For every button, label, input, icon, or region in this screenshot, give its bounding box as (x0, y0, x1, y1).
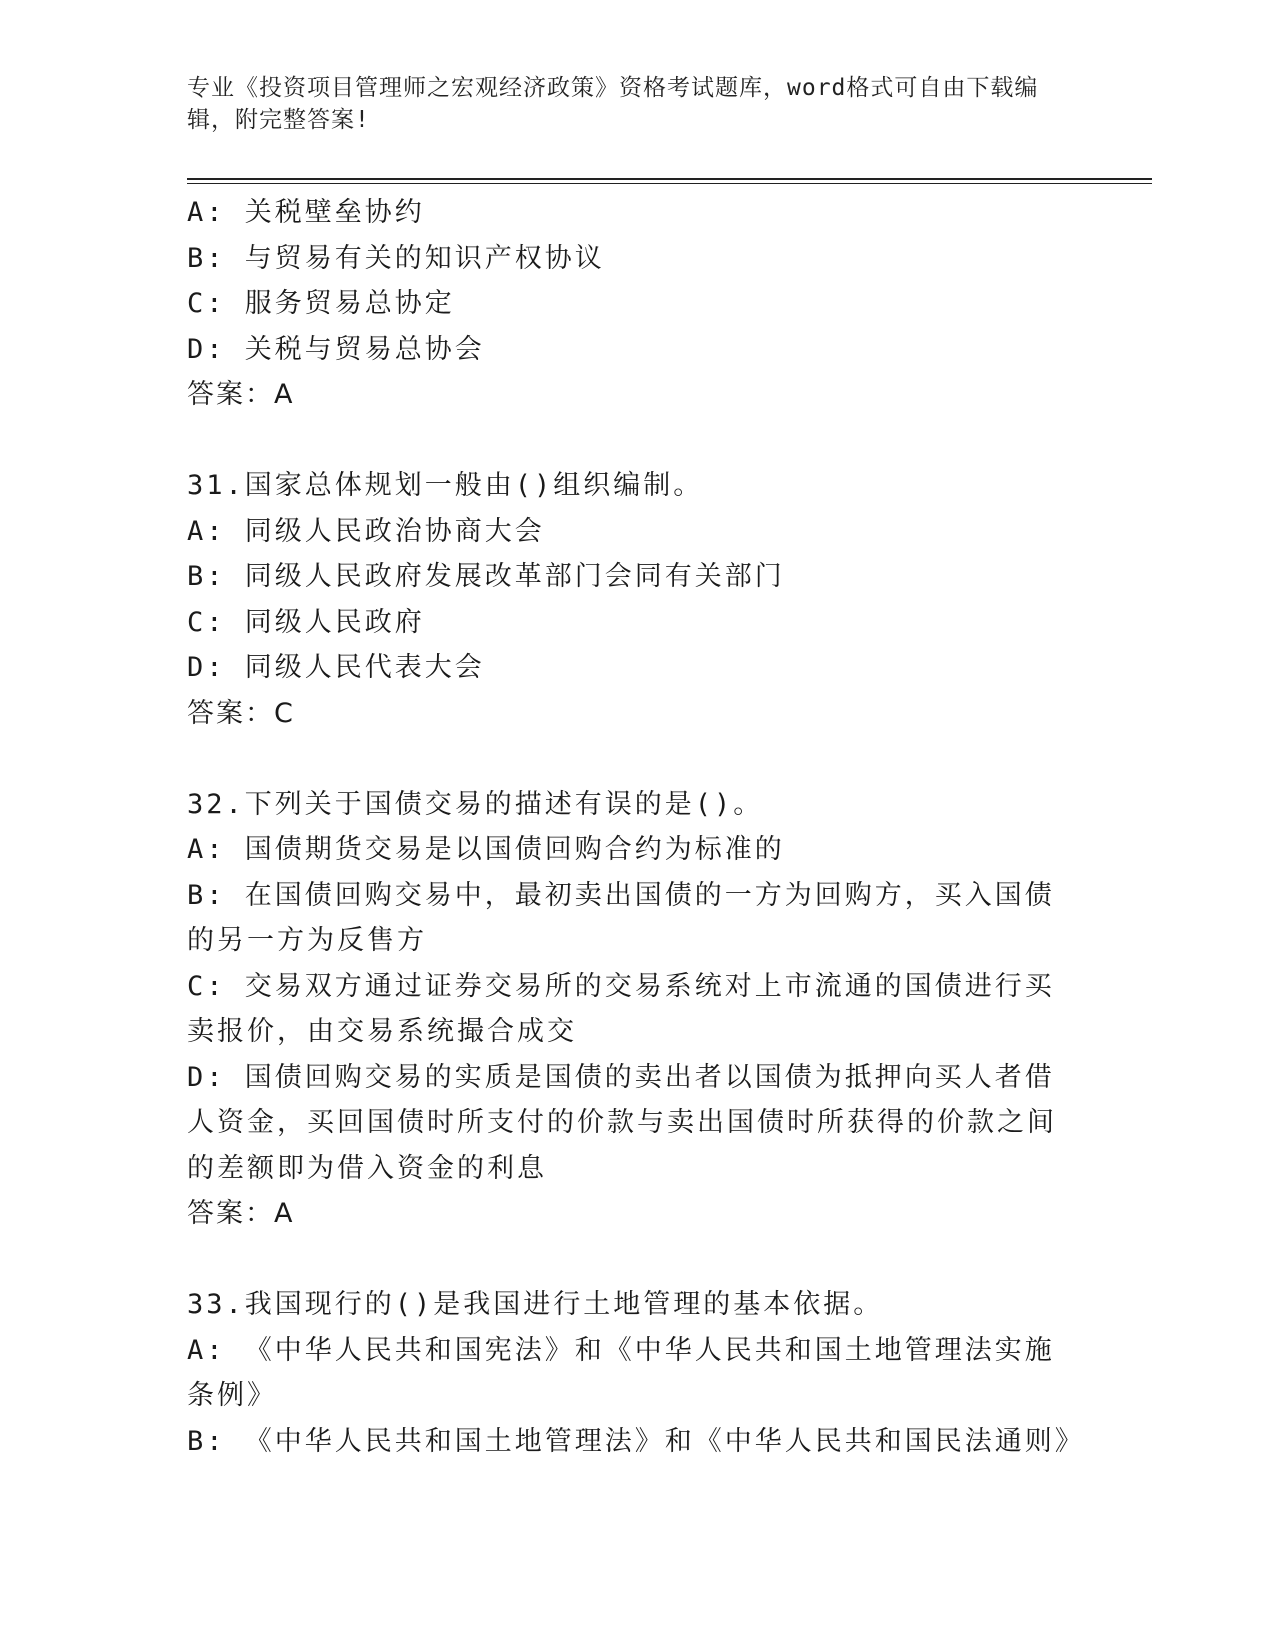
question-33 (187, 1282, 1085, 1464)
option-d: D: 国债回购交易的实质是国债的卖出者以国债为抵押向买人者借人资金，买回国债时所支付的价款与卖出国债时所获得的价款之间的差额即为借入资金的利息 (187, 1061, 1057, 1184)
option-b: B: 《中华人民共和国土地管理法》和《中华人民共和国民法通则》 (187, 1425, 1085, 1457)
option-c: C: 同级人民政府 (187, 606, 425, 638)
option-a: A: 《中华人民共和国宪法》和《中华人民共和国土地管理法实施条例》 (187, 1334, 1055, 1411)
document-header: 专业《投资项目管理师之宏观经济政策》资格考试题库，word格式可自由下载编辑，附完整答案! (187, 75, 1039, 133)
option-b: B: 同级人民政府发展改革部门会同有关部门 (187, 561, 785, 592)
answer-line: 答案：C (187, 697, 295, 729)
answer-line: 答案：A (187, 379, 295, 410)
question-30-tail (187, 190, 1077, 418)
header-rule-thick (187, 178, 1152, 180)
option-b: B: 在国债回购交易中，最初卖出国债的一方为回购方，买入国债的另一方为反售方 (187, 879, 1055, 956)
spacer (187, 1237, 1077, 1283)
question-31 (187, 463, 1077, 736)
header-rule-thin (187, 183, 1152, 184)
question-list (187, 190, 1085, 1464)
question-32 (187, 782, 1077, 1237)
question-stem: 33.我国现行的()是我国进行土地管理的基本依据。 (187, 1289, 884, 1320)
option-b: B: 与贸易有关的知识产权协议 (187, 242, 605, 274)
option-a: A: 同级人民政治协商大会 (187, 515, 545, 547)
option-c: C: 服务贸易总协定 (187, 288, 455, 319)
option-d: D: 关税与贸易总协会 (187, 333, 485, 365)
question-stem: 32.下列关于国债交易的描述有误的是()。 (187, 788, 764, 820)
spacer (187, 418, 1077, 464)
option-a: A: 国债期货交易是以国债回购合约为标准的 (187, 834, 785, 865)
option-c: C: 交易双方通过证券交易所的交易系统对上市流通的国债进行买卖报价，由交易系统撮合成交 (187, 970, 1055, 1047)
option-a: A: 关税壁垒协约 (187, 197, 425, 228)
spacer (187, 736, 1077, 782)
option-d: D: 同级人民代表大会 (187, 652, 485, 683)
answer-line: 答案：A (187, 1198, 295, 1229)
question-stem: 31.国家总体规划一般由()组织编制。 (187, 470, 704, 501)
